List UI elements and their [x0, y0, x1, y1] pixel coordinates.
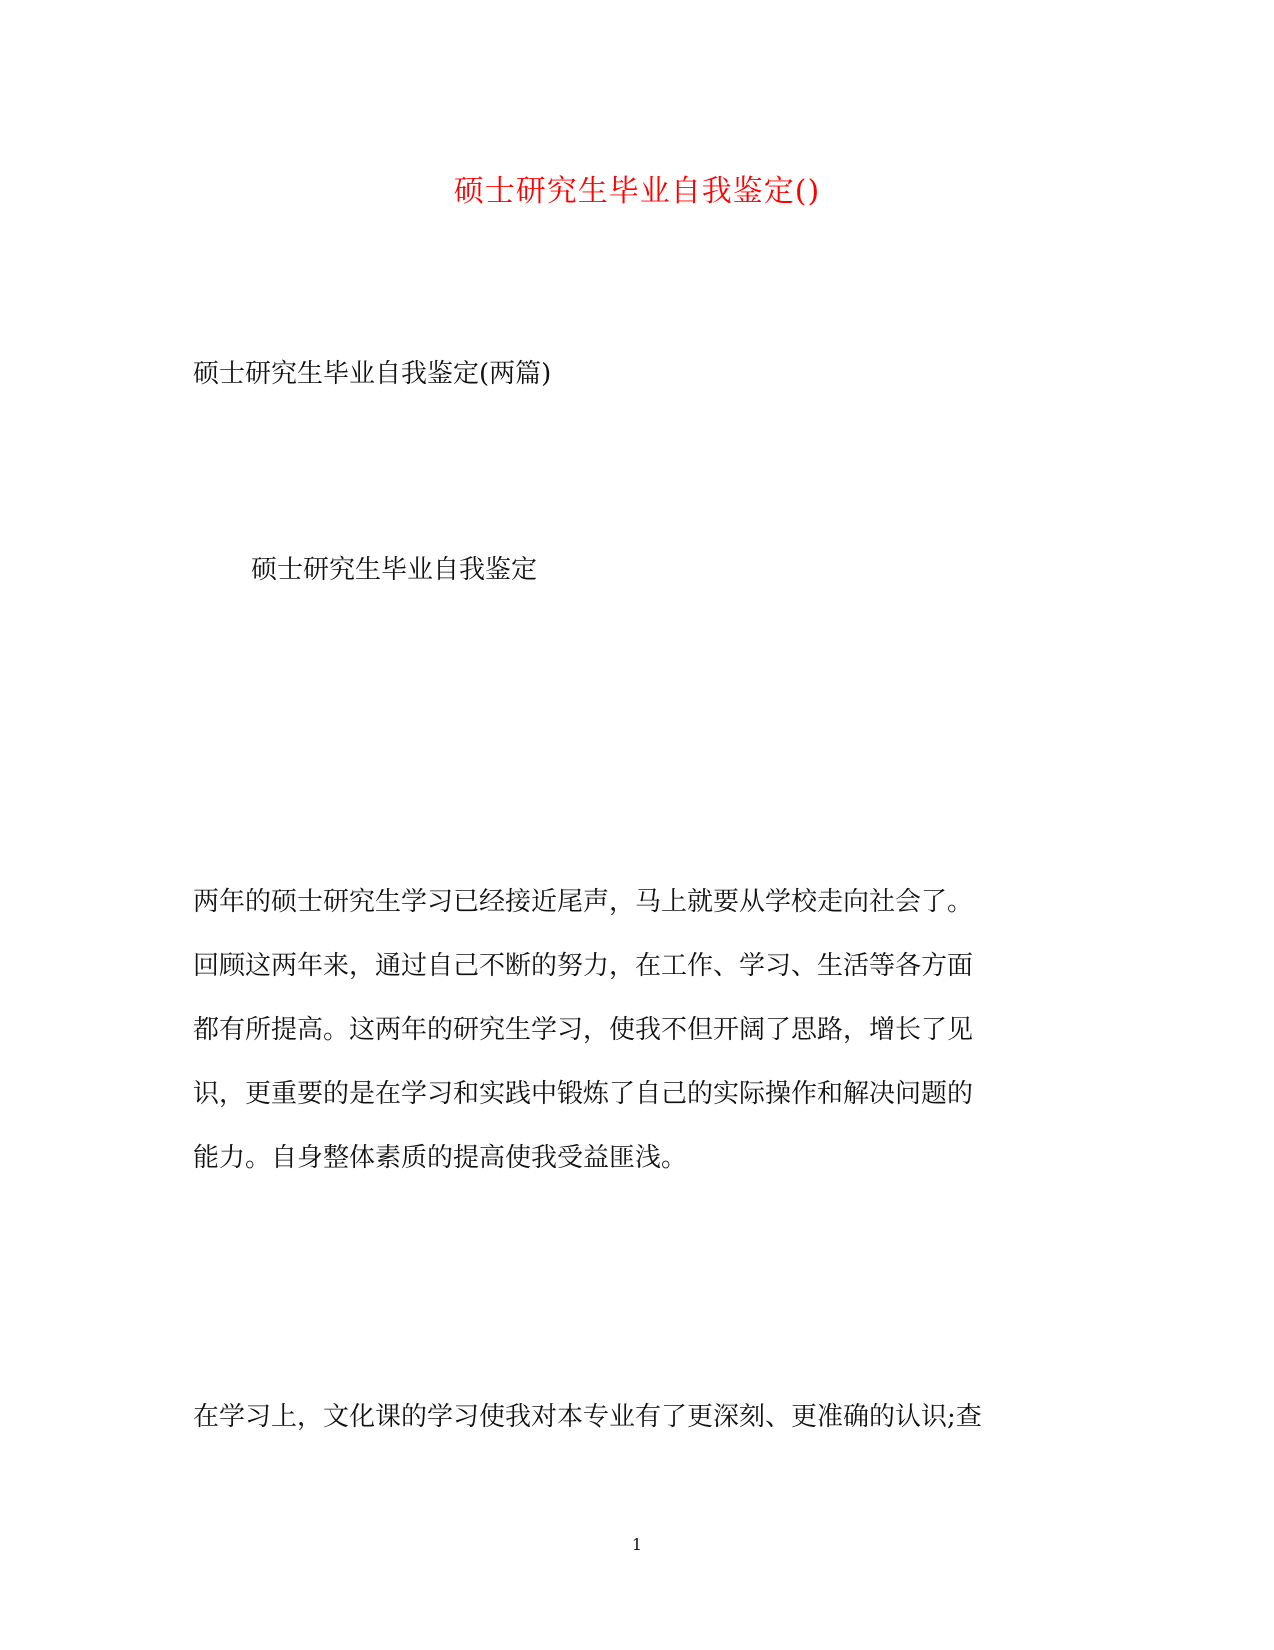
paragraph-2 — [193, 1385, 982, 1449]
document-title: 硕士研究生毕业自我鉴定() — [453, 174, 821, 209]
document-subtitle: 硕士研究生毕业自我鉴定(两篇) — [193, 359, 552, 389]
paragraph-line: 回顾这两年来，通过自己不断的努力，在工作、学习、生活等各方面 — [193, 951, 974, 981]
paragraph-line: 识，更重要的是在学习和实践中锻炼了自己的实际操作和解决问题的 — [193, 1079, 974, 1109]
paragraph-line: 两年的硕士研究生学习已经接近尾声，马上就要从学校走向社会了。 — [193, 887, 974, 917]
paragraph-line: 都有所提高。这两年的研究生学习，使我不但开阔了思路，增长了见 — [193, 1015, 974, 1045]
page-number: 1 — [631, 1535, 643, 1554]
paragraph-line: 在学习上，文化课的学习使我对本专业有了更深刻、更准确的认识;查 — [193, 1402, 982, 1432]
section-heading: 硕士研究生毕业自我鉴定 — [251, 555, 538, 585]
paragraph-1 — [193, 870, 973, 1190]
paragraph-line: 能力。自身整体素质的提高使我受益匪浅。 — [193, 1143, 688, 1173]
